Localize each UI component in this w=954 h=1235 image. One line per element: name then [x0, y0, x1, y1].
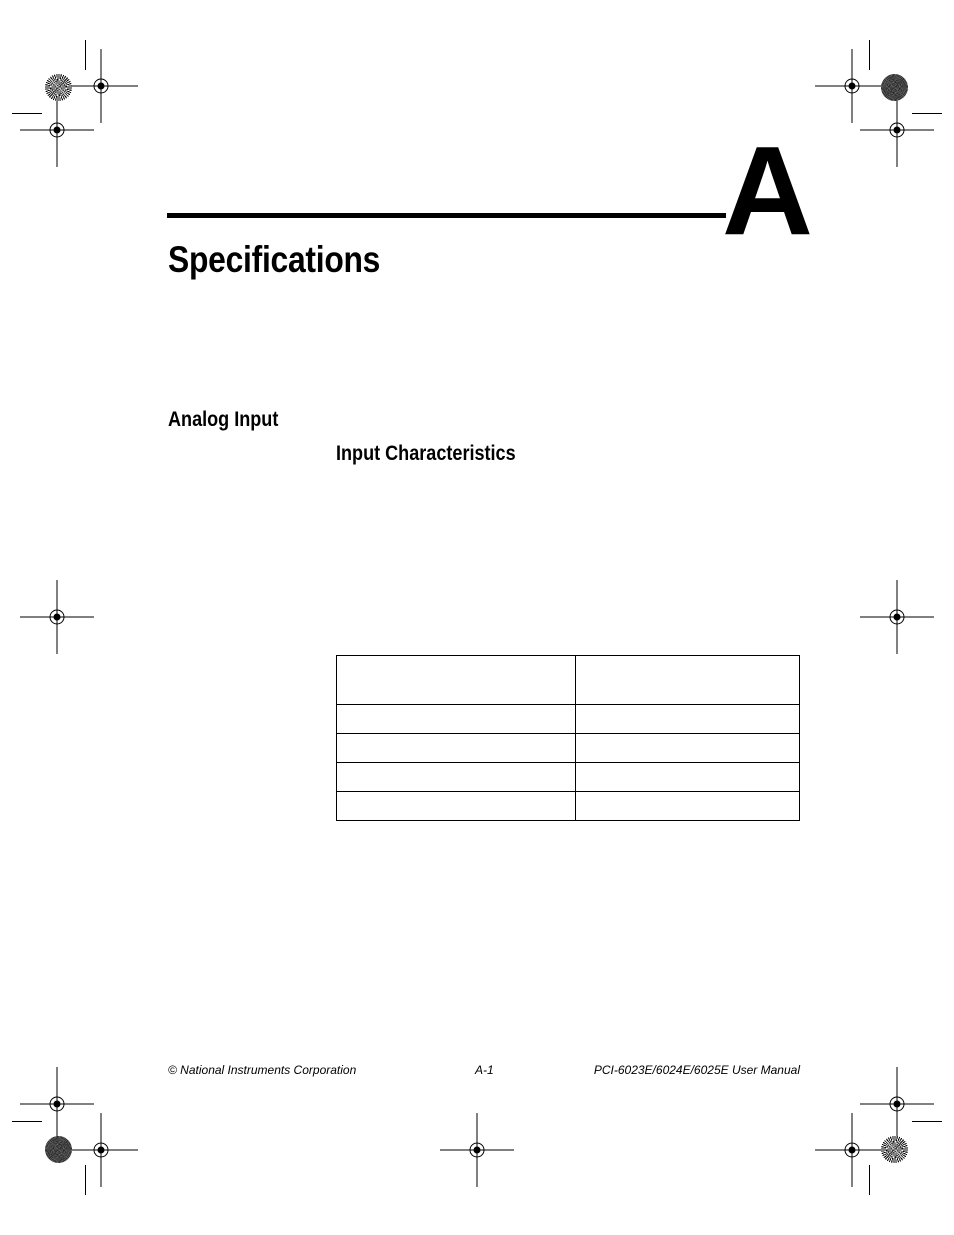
table-row: [337, 763, 800, 792]
color-target-icon: [881, 74, 908, 101]
table-cell: [337, 763, 576, 792]
color-target-icon: [45, 74, 72, 101]
crop-line: [912, 1121, 942, 1122]
table-row: [337, 792, 800, 821]
table-cell: [337, 734, 576, 763]
footer-manual-title: PCI-6023E/6024E/6025E User Manual: [593, 1063, 800, 1077]
crop-line: [12, 113, 42, 114]
table-cell: [337, 705, 576, 734]
table-header-cell: [337, 656, 576, 701]
crop-line: [869, 1165, 870, 1195]
crop-line: [869, 40, 870, 70]
crop-line: [12, 1121, 42, 1122]
footer-page-number: A-1: [475, 1063, 494, 1077]
crop-line: [85, 1165, 86, 1195]
table-cell: [337, 792, 576, 821]
crop-line: [912, 113, 942, 114]
color-target-icon: [45, 1136, 72, 1163]
footer-copyright: © National Instruments Corporation: [168, 1063, 357, 1077]
table-cell: [576, 792, 800, 821]
table-row: [337, 734, 800, 763]
chapter-rule: [167, 213, 726, 218]
table-cell: [576, 705, 800, 734]
spec-table: [336, 655, 800, 821]
crop-line: [85, 40, 86, 70]
section-heading-analog-input: Analog Input: [168, 408, 279, 431]
color-target-icon: [881, 1136, 908, 1163]
chapter-letter: A: [722, 120, 811, 261]
subsection-heading-input-characteristics: Input Characteristics: [336, 442, 516, 465]
page-title: Specifications: [168, 239, 381, 280]
table-row: [337, 705, 800, 734]
table-header-row: [337, 656, 800, 701]
table-cell: [576, 734, 800, 763]
table-header-cell: [576, 656, 800, 701]
table-cell: [576, 763, 800, 792]
